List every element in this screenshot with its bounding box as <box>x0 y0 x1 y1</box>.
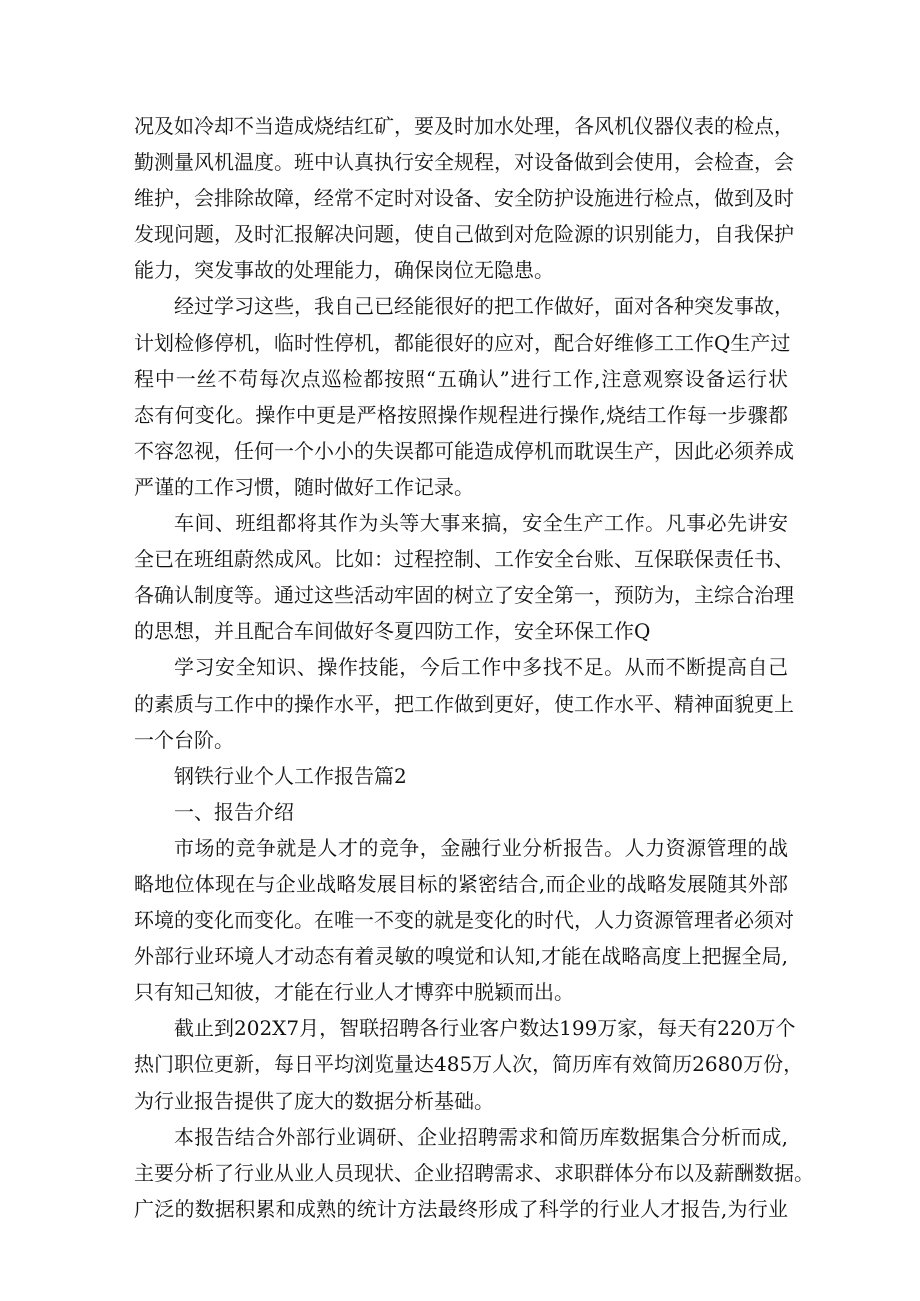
heading-text: 钢铁行业个人工作报告篇2 <box>174 763 407 788</box>
section-heading <box>134 794 788 830</box>
section-heading <box>134 758 788 794</box>
paragraph-line: 外部行业环境人才动态有着灵敏的嗅觉和认知,才能在战略高度上把握全局, <box>134 944 788 969</box>
paragraph-line: 广泛的数据积累和成熟的统计方法最终形成了科学的行业人才报告,为行业 <box>134 1196 788 1221</box>
paragraph-line: 学习安全知识、操作技能，今后工作中多找不足。从而不断提高自己 <box>174 655 788 680</box>
paragraph <box>134 1010 804 1118</box>
paragraph-line: 本报告结合外部行业调研、企业招聘需求和简历库数据集合分析而成, <box>174 1124 788 1149</box>
paragraph-line: 一个台阶。 <box>134 727 234 752</box>
paragraph <box>134 1119 814 1227</box>
paragraph-line: 勤测量风机温度。班中认真执行安全规程，对设备做到会使用，会检查，会 <box>134 150 794 175</box>
paragraph <box>134 649 794 757</box>
paragraph-line: 为行业报告提供了庞大的数据分析基础。 <box>134 1088 494 1113</box>
paragraph-line: 略地位体现在与企业战略发展目标的紧密结合,而企业的战略发展随其外部 <box>134 871 788 896</box>
paragraph-line: 能力，突发事故的处理能力，确保岗位无隐患。 <box>134 258 554 283</box>
paragraph-line: 主要分析了行业从业人员现状、企业招聘需求、求职群体分布以及薪酬数据。 <box>134 1160 814 1185</box>
paragraph-line: 维护，会排除故障，经常不定时对设备、安全防护设施进行检点，做到及时 <box>134 186 794 211</box>
paragraph-line: 发现问题，及时汇报解决问题，使自己做到对危险源的识别能力，自我保护 <box>134 222 794 247</box>
paragraph <box>134 288 794 505</box>
paragraph-line: 全已在班组蔚然成风。比如：过程控制、工作安全台账、互保联保责任书、 <box>134 547 794 572</box>
paragraph-line: 的素质与工作中的操作水平，把工作做到更好，使工作水平、精神面貌更上 <box>134 691 794 716</box>
paragraph-line: 各确认制度等。通过这些活动牢固的树立了安全第一，预防为，主综合治理 <box>134 583 794 608</box>
paragraph-line: 只有知己知彼，才能在行业人才博弈中脱颖而出。 <box>134 980 574 1005</box>
paragraph-line: 计划检修停机，临时性停机，都能很好的应对，配合好维修工工作Q生产过 <box>134 330 791 355</box>
paragraph-line: 经过学习这些，我自己已经能很好的把工作做好，面对各种突发事故， <box>174 294 794 319</box>
paragraph-line: 的思想，并且配合车间做好冬夏四防工作，安全环保工作Q <box>134 619 651 644</box>
paragraph-line: 严谨的工作习惯，随时做好工作记录。 <box>134 474 474 499</box>
paragraph <box>134 505 794 649</box>
paragraph-line: 不容忽视，任何一个小小的失误都可能造成停机而耽误生产，因此必须养成 <box>134 438 794 463</box>
paragraph-line: 车间、班组都将其作为头等大事来搞，安全生产工作。凡事必先讲安 <box>174 511 788 536</box>
paragraph-line: 环境的变化而变化。在唯一不变的就是变化的时代，人力资源管理者必须对 <box>134 908 794 933</box>
heading-text: 一、报告介绍 <box>174 799 294 824</box>
paragraph <box>134 830 794 1010</box>
paragraph-line: 态有何变化。操作中更是严格按照操作规程进行操作,烧结工作每一步骤都 <box>134 402 788 427</box>
document-body <box>134 108 814 1227</box>
paragraph-line: 市场的竞争就是人才的竞争，金融行业分析报告。人力资源管理的战 <box>174 835 788 860</box>
paragraph-line: 程中一丝不苟每次点巡检都按照“五确认”进行工作,注意观察设备运行状 <box>134 366 788 391</box>
paragraph-line: 热门职位更新，每日平均浏览量达485万人次，简历库有效简历2680万份， <box>134 1052 804 1077</box>
paragraph-line: 截止到202X7月，智联招聘各行业客户数达199万家，每天有220万个 <box>174 1016 796 1041</box>
paragraph-line: 况及如冷却不当造成烧结红矿，要及时加水处理，各风机仪器仪表的检点， <box>134 114 794 138</box>
paragraph <box>134 108 794 288</box>
document-page <box>134 108 814 1227</box>
